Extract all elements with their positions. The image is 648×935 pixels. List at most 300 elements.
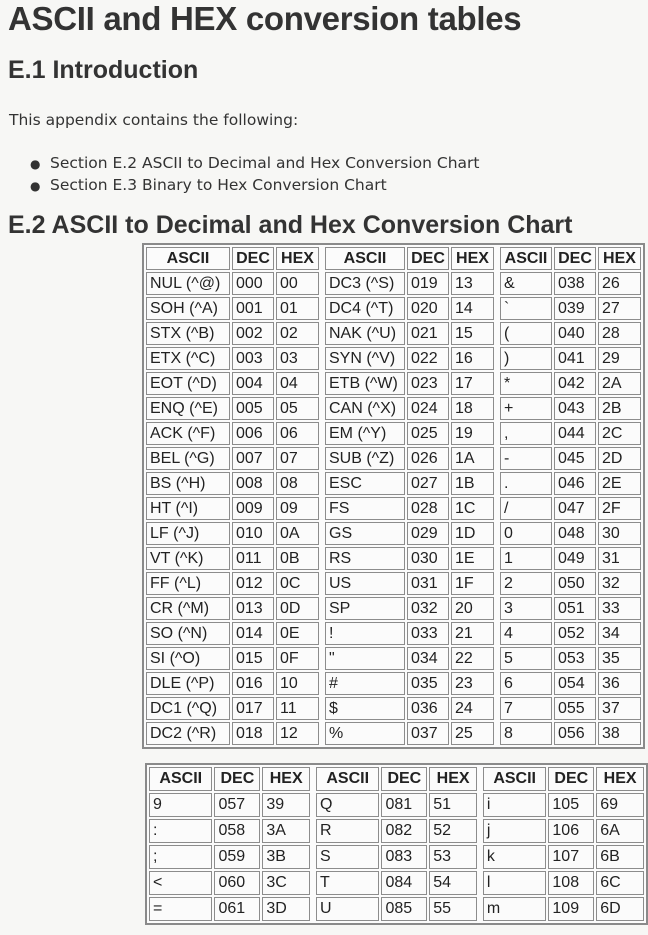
hex-cell: 11 [276, 697, 319, 720]
intro-text: This appendix contains the following: [9, 111, 299, 129]
column-gap [312, 897, 314, 921]
hex-cell: 1F [451, 572, 494, 595]
column-gap [321, 247, 323, 270]
ascii-cell: DC2 (^R) [146, 722, 230, 745]
dec-cell: 040 [554, 322, 596, 345]
hex-cell: 12 [276, 722, 319, 745]
ascii-cell: / [500, 497, 552, 520]
column-gap [496, 672, 498, 695]
hex-cell: 69 [596, 793, 644, 817]
dec-cell: 030 [407, 547, 449, 570]
column-header-ascii: ASCII [500, 247, 552, 270]
column-header-ascii: ASCII [146, 247, 230, 270]
ascii-cell: GS [325, 522, 405, 545]
column-gap [321, 322, 323, 345]
ascii-cell: ` [500, 297, 552, 320]
ascii-cell: 6 [500, 672, 552, 695]
column-gap [321, 397, 323, 420]
ascii-cell: CR (^M) [146, 597, 230, 620]
hex-cell: 3B [262, 845, 310, 869]
table-row [146, 272, 641, 295]
table-row [149, 793, 644, 817]
dec-cell: 012 [232, 572, 274, 595]
hex-cell: 3A [262, 819, 310, 843]
table-row [146, 672, 641, 695]
dec-cell: 043 [554, 397, 596, 420]
column-gap [321, 597, 323, 620]
table-row [146, 472, 641, 495]
hex-cell: 32 [598, 572, 641, 595]
column-header-ascii: ASCII [325, 247, 405, 270]
ascii-cell: NUL (^@) [146, 272, 230, 295]
ascii-cell: BS (^H) [146, 472, 230, 495]
column-header-hex: HEX [262, 767, 310, 791]
dec-cell: 058 [214, 819, 260, 843]
dec-cell: 021 [407, 322, 449, 345]
column-gap [321, 447, 323, 470]
column-gap [321, 572, 323, 595]
column-gap [321, 272, 323, 295]
table-row [146, 572, 641, 595]
ascii-cell: " [325, 647, 405, 670]
ascii-cell: 7 [500, 697, 552, 720]
table-row [146, 372, 641, 395]
dec-cell: 041 [554, 347, 596, 370]
dec-cell: 007 [232, 447, 274, 470]
dec-cell: 019 [407, 272, 449, 295]
ascii-cell: VT (^K) [146, 547, 230, 570]
column-gap [312, 819, 314, 843]
dec-cell: 025 [407, 422, 449, 445]
hex-cell: 19 [451, 422, 494, 445]
column-gap [479, 819, 481, 843]
ascii-cell: . [500, 472, 552, 495]
hex-cell: 52 [429, 819, 477, 843]
column-gap [321, 672, 323, 695]
table-row [146, 322, 641, 345]
hex-cell: 26 [598, 272, 641, 295]
ascii-cell: 2 [500, 572, 552, 595]
column-gap [479, 767, 481, 791]
hex-cell: 24 [451, 697, 494, 720]
hex-cell: 1C [451, 497, 494, 520]
hex-cell: 3D [262, 897, 310, 921]
hex-cell: 22 [451, 647, 494, 670]
hex-cell: 6D [596, 897, 644, 921]
hex-cell: 6C [596, 871, 644, 895]
column-gap [312, 767, 314, 791]
ascii-cell: 3 [500, 597, 552, 620]
ascii-cell: k [483, 845, 546, 869]
hex-cell: 29 [598, 347, 641, 370]
ascii-cell: 9 [149, 793, 212, 817]
hex-cell: 1E [451, 547, 494, 570]
ascii-cell: BEL (^G) [146, 447, 230, 470]
dec-cell: 081 [381, 793, 427, 817]
hex-cell: 55 [429, 897, 477, 921]
column-gap [321, 722, 323, 745]
ascii-cell: # [325, 672, 405, 695]
ascii-cell: % [325, 722, 405, 745]
ascii-cell: EOT (^D) [146, 372, 230, 395]
column-gap [479, 793, 481, 817]
hex-cell: 06 [276, 422, 319, 445]
hex-cell: 27 [598, 297, 641, 320]
dec-cell: 024 [407, 397, 449, 420]
column-gap [479, 845, 481, 869]
table-row [146, 597, 641, 620]
column-gap [496, 522, 498, 545]
ascii-cell: LF (^J) [146, 522, 230, 545]
ascii-table-2 [145, 763, 648, 925]
dec-cell: 015 [232, 647, 274, 670]
ascii-cell: : [149, 819, 212, 843]
ascii-cell: EM (^Y) [325, 422, 405, 445]
dec-cell: 057 [214, 793, 260, 817]
table-row [149, 897, 644, 921]
hex-cell: 23 [451, 672, 494, 695]
bullet-icon: ● [30, 157, 41, 171]
hex-cell: 16 [451, 347, 494, 370]
column-header-dec: DEC [407, 247, 449, 270]
column-gap [496, 422, 498, 445]
hex-cell: 2E [598, 472, 641, 495]
list-item-text: Section E.3 Binary to Hex Conversion Chart [50, 176, 387, 194]
ascii-cell: 1 [500, 547, 552, 570]
dec-cell: 027 [407, 472, 449, 495]
column-gap [321, 522, 323, 545]
column-header-hex: HEX [276, 247, 319, 270]
hex-cell: 53 [429, 845, 477, 869]
ascii-cell: ; [149, 845, 212, 869]
hex-cell: 20 [451, 597, 494, 620]
dec-cell: 016 [232, 672, 274, 695]
intro-heading: E.1 Introduction [8, 56, 199, 84]
ascii-cell: DC3 (^S) [325, 272, 405, 295]
hex-cell: 09 [276, 497, 319, 520]
list-item-text: Section E.2 ASCII to Decimal and Hex Conversion Chart [50, 154, 480, 172]
table-header-row [146, 247, 641, 270]
hex-cell: 15 [451, 322, 494, 345]
dec-cell: 049 [554, 547, 596, 570]
ascii-cell: ENQ (^E) [146, 397, 230, 420]
dec-cell: 026 [407, 447, 449, 470]
hex-cell: 13 [451, 272, 494, 295]
column-gap [496, 622, 498, 645]
ascii-cell: Q [316, 793, 379, 817]
column-gap [496, 597, 498, 620]
ascii-cell: U [316, 897, 379, 921]
dec-cell: 053 [554, 647, 596, 670]
dec-cell: 050 [554, 572, 596, 595]
column-gap [321, 497, 323, 520]
dec-cell: 017 [232, 697, 274, 720]
ascii-cell: m [483, 897, 546, 921]
dec-cell: 000 [232, 272, 274, 295]
ascii-cell: 4 [500, 622, 552, 645]
ascii-cell: SI (^O) [146, 647, 230, 670]
hex-cell: 03 [276, 347, 319, 370]
hex-cell: 0C [276, 572, 319, 595]
ascii-cell: S [316, 845, 379, 869]
dec-cell: 055 [554, 697, 596, 720]
dec-cell: 035 [407, 672, 449, 695]
dec-cell: 045 [554, 447, 596, 470]
dec-cell: 008 [232, 472, 274, 495]
dec-cell: 106 [548, 819, 594, 843]
column-gap [479, 897, 481, 921]
hex-cell: 0E [276, 622, 319, 645]
column-header-dec: DEC [554, 247, 596, 270]
dec-cell: 032 [407, 597, 449, 620]
hex-cell: 08 [276, 472, 319, 495]
page-title: ASCII and HEX conversion tables [8, 0, 522, 37]
dec-cell: 004 [232, 372, 274, 395]
ascii-cell: ! [325, 622, 405, 645]
ascii-cell: = [149, 897, 212, 921]
dec-cell: 002 [232, 322, 274, 345]
table-row [146, 722, 641, 745]
ascii-cell: , [500, 422, 552, 445]
column-header-dec: DEC [381, 767, 427, 791]
hex-cell: 2B [598, 397, 641, 420]
table-row [146, 297, 641, 320]
list-item[interactable] [30, 152, 480, 174]
hex-cell: 54 [429, 871, 477, 895]
ascii-cell: - [500, 447, 552, 470]
dec-cell: 083 [381, 845, 427, 869]
table-header-row [149, 767, 644, 791]
ascii-cell: SUB (^Z) [325, 447, 405, 470]
dec-cell: 085 [381, 897, 427, 921]
column-gap [321, 547, 323, 570]
column-gap [321, 622, 323, 645]
hex-cell: 30 [598, 522, 641, 545]
table-row [146, 622, 641, 645]
dec-cell: 051 [554, 597, 596, 620]
table-row [146, 447, 641, 470]
hex-cell: 2A [598, 372, 641, 395]
column-gap [496, 347, 498, 370]
ascii-cell: 5 [500, 647, 552, 670]
dec-cell: 105 [548, 793, 594, 817]
ascii-cell: RS [325, 547, 405, 570]
hex-cell: 39 [262, 793, 310, 817]
ascii-cell: FS [325, 497, 405, 520]
hex-cell: 02 [276, 322, 319, 345]
dec-cell: 048 [554, 522, 596, 545]
dec-cell: 109 [548, 897, 594, 921]
hex-cell: 1D [451, 522, 494, 545]
column-header-hex: HEX [598, 247, 641, 270]
table-row [146, 397, 641, 420]
column-gap [479, 871, 481, 895]
ascii-cell: < [149, 871, 212, 895]
column-gap [496, 572, 498, 595]
hex-cell: 31 [598, 547, 641, 570]
hex-cell: 3C [262, 871, 310, 895]
ascii-table-1 [142, 243, 645, 749]
ascii-cell: ESC [325, 472, 405, 495]
ascii-cell: l [483, 871, 546, 895]
dec-cell: 108 [548, 871, 594, 895]
dec-cell: 054 [554, 672, 596, 695]
column-gap [496, 322, 498, 345]
dec-cell: 005 [232, 397, 274, 420]
dec-cell: 028 [407, 497, 449, 520]
hex-cell: 0B [276, 547, 319, 570]
column-gap [496, 372, 498, 395]
hex-cell: 07 [276, 447, 319, 470]
hex-cell: 0F [276, 647, 319, 670]
dec-cell: 023 [407, 372, 449, 395]
hex-cell: 38 [598, 722, 641, 745]
dec-cell: 013 [232, 597, 274, 620]
ascii-cell: CAN (^X) [325, 397, 405, 420]
table-row [146, 497, 641, 520]
hex-cell: 05 [276, 397, 319, 420]
column-gap [321, 372, 323, 395]
ascii-cell: SP [325, 597, 405, 620]
column-gap [321, 347, 323, 370]
dec-cell: 011 [232, 547, 274, 570]
dec-cell: 046 [554, 472, 596, 495]
dec-cell: 037 [407, 722, 449, 745]
hex-cell: 1B [451, 472, 494, 495]
hex-cell: 36 [598, 672, 641, 695]
column-gap [321, 697, 323, 720]
dec-cell: 029 [407, 522, 449, 545]
hex-cell: 1A [451, 447, 494, 470]
dec-cell: 003 [232, 347, 274, 370]
ascii-cell: FF (^L) [146, 572, 230, 595]
hex-cell: 21 [451, 622, 494, 645]
ascii-cell: R [316, 819, 379, 843]
dec-cell: 084 [381, 871, 427, 895]
dec-cell: 047 [554, 497, 596, 520]
table-row [149, 871, 644, 895]
dec-cell: 020 [407, 297, 449, 320]
dec-cell: 031 [407, 572, 449, 595]
table-row [146, 422, 641, 445]
table-row [149, 845, 644, 869]
table-row [146, 547, 641, 570]
column-gap [496, 647, 498, 670]
ascii-cell: j [483, 819, 546, 843]
hex-cell: 6A [596, 819, 644, 843]
hex-cell: 25 [451, 722, 494, 745]
dec-cell: 009 [232, 497, 274, 520]
dec-cell: 018 [232, 722, 274, 745]
hex-cell: 35 [598, 647, 641, 670]
dec-cell: 059 [214, 845, 260, 869]
ascii-cell: DC4 (^T) [325, 297, 405, 320]
column-header-ascii: ASCII [149, 767, 212, 791]
hex-cell: 17 [451, 372, 494, 395]
dec-cell: 022 [407, 347, 449, 370]
hex-cell: 2D [598, 447, 641, 470]
column-gap [496, 547, 498, 570]
column-header-ascii: ASCII [316, 767, 379, 791]
dec-cell: 042 [554, 372, 596, 395]
column-gap [321, 422, 323, 445]
ascii-cell: SYN (^V) [325, 347, 405, 370]
hex-cell: 10 [276, 672, 319, 695]
column-gap [496, 247, 498, 270]
dec-cell: 036 [407, 697, 449, 720]
dec-cell: 039 [554, 297, 596, 320]
table-row [146, 522, 641, 545]
ascii-cell: ETB (^W) [325, 372, 405, 395]
dec-cell: 060 [214, 871, 260, 895]
list-item[interactable] [30, 174, 480, 196]
ascii-cell: DLE (^P) [146, 672, 230, 695]
ascii-cell: SO (^N) [146, 622, 230, 645]
ascii-cell: NAK (^U) [325, 322, 405, 345]
hex-cell: 6B [596, 845, 644, 869]
column-gap [312, 871, 314, 895]
ascii-cell: SOH (^A) [146, 297, 230, 320]
hex-cell: 04 [276, 372, 319, 395]
ascii-cell: 8 [500, 722, 552, 745]
chart-heading: E.2 ASCII to Decimal and Hex Conversion Chart [8, 211, 573, 239]
column-gap [496, 697, 498, 720]
dec-cell: 044 [554, 422, 596, 445]
dec-cell: 038 [554, 272, 596, 295]
column-header-ascii: ASCII [483, 767, 546, 791]
column-header-dec: DEC [232, 247, 274, 270]
dec-cell: 006 [232, 422, 274, 445]
hex-cell: 14 [451, 297, 494, 320]
column-header-dec: DEC [214, 767, 260, 791]
hex-cell: 18 [451, 397, 494, 420]
ascii-cell: HT (^I) [146, 497, 230, 520]
dec-cell: 082 [381, 819, 427, 843]
ascii-cell: i [483, 793, 546, 817]
hex-cell: 2F [598, 497, 641, 520]
ascii-cell: DC1 (^Q) [146, 697, 230, 720]
ascii-cell: ETX (^C) [146, 347, 230, 370]
hex-cell: 33 [598, 597, 641, 620]
ascii-cell: T [316, 871, 379, 895]
ascii-cell: ) [500, 347, 552, 370]
column-gap [496, 472, 498, 495]
table-row [146, 647, 641, 670]
dec-cell: 033 [407, 622, 449, 645]
ascii-cell: + [500, 397, 552, 420]
hex-cell: 00 [276, 272, 319, 295]
dec-cell: 001 [232, 297, 274, 320]
ascii-cell: ACK (^F) [146, 422, 230, 445]
ascii-cell: 0 [500, 522, 552, 545]
hex-cell: 01 [276, 297, 319, 320]
column-gap [496, 272, 498, 295]
column-header-hex: HEX [429, 767, 477, 791]
column-gap [321, 297, 323, 320]
ascii-cell: & [500, 272, 552, 295]
column-gap [496, 397, 498, 420]
column-header-hex: HEX [596, 767, 644, 791]
hex-cell: 2C [598, 422, 641, 445]
section-list [30, 152, 480, 196]
column-gap [496, 722, 498, 745]
hex-cell: 34 [598, 622, 641, 645]
hex-cell: 28 [598, 322, 641, 345]
dec-cell: 056 [554, 722, 596, 745]
ascii-cell: ( [500, 322, 552, 345]
column-gap [312, 845, 314, 869]
dec-cell: 014 [232, 622, 274, 645]
